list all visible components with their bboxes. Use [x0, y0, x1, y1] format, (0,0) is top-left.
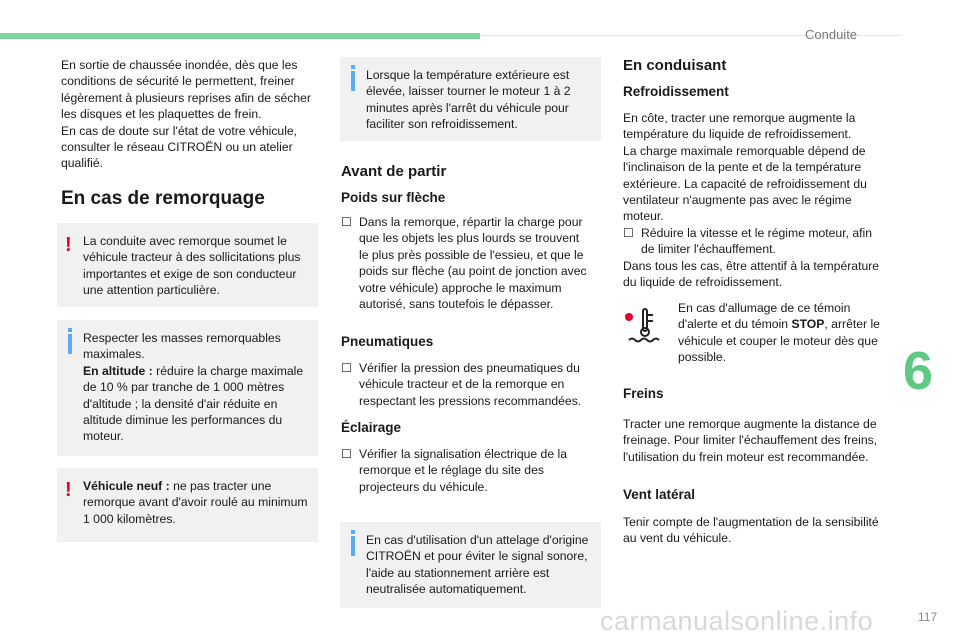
column-1	[61, 57, 319, 172]
bullet-text: Vérifier la pression des pneumatiques du véhicule tracteur et de la remorque en respectant les pressions recommandées.	[359, 361, 582, 408]
intro-paragraph: En sortie de chaussée inondée, dès que les conditions de sécurité le permettent, freiner légèrement à plusieurs reprises afin de sécher les disques et les plaquettes de frein.	[61, 58, 311, 122]
heading-avant-de-partir: Avant de partir	[341, 163, 447, 180]
info-text	[83, 330, 308, 445]
alert-text	[678, 300, 883, 366]
info-box	[340, 57, 601, 141]
bullet-poids	[341, 214, 591, 312]
info-icon	[351, 536, 355, 556]
subheading-eclairage: Éclairage	[341, 420, 402, 435]
subheading-vent-lateral: Vent latéral	[623, 487, 696, 502]
warning-value: ne pas tracter une remorque avant d'avoir roulé au minimum 1 000 kilomètres.	[83, 479, 308, 526]
section-progress-bar	[0, 33, 480, 39]
warning-box	[57, 468, 318, 542]
info-label: En altitude :	[83, 363, 153, 378]
info-line	[83, 363, 308, 445]
alert-post: , arrêter le véhicule et couper le moteur dès que possible.	[678, 317, 880, 365]
info-text: Lorsque la température extérieure est élevée, laisser tourner le moteur 1 à 2 minutes après l'arrêt du véhicule pour faciliter son refroidissement.	[366, 68, 571, 132]
warning-icon: !	[65, 479, 72, 501]
heading-remorquage: En cas de remorquage	[61, 188, 265, 209]
freins-text	[623, 416, 888, 465]
heading-en-conduisant: En conduisant	[623, 57, 727, 74]
bullet-eclairage	[341, 446, 591, 495]
refroidissement-text	[623, 110, 888, 290]
paragraph: Dans tous les cas, être attentif à la température du liquide de refroidissement.	[623, 258, 880, 290]
alert-pre: En cas d'allumage de ce témoin d'alerte et du témoin	[678, 301, 851, 332]
warning-label: Véhicule neuf :	[83, 479, 170, 493]
subheading-poids: Poids sur flèche	[341, 190, 446, 205]
bullet-text: Vérifier la signalisation électrique de la remorque et le réglage du site des projecteurs du véhicule.	[359, 447, 567, 494]
info-icon	[68, 334, 72, 354]
chapter-number: 6	[903, 341, 934, 401]
coolant-temperature-warning-icon	[625, 305, 665, 345]
bullet-pneumatiques	[341, 360, 591, 409]
watermark: carmanualsonline.info	[600, 606, 874, 636]
checkbox-bullet-icon: ☐	[623, 225, 634, 240]
subheading-pneumatiques: Pneumatiques	[341, 334, 434, 349]
warning-text: La conduite avec remorque soumet le véhicule tracteur à des sollicitations plus importantes et exige de son conducteur une attention particulière.	[83, 234, 301, 298]
info-box	[340, 522, 601, 608]
alert-stop: STOP	[791, 317, 825, 332]
warning-icon: !	[65, 234, 72, 256]
warning-box	[57, 223, 318, 307]
checkbox-bullet-icon: ☐	[341, 215, 352, 229]
bullet-text: Réduire la vitesse et le régime moteur, afin de limiter l'échauffement.	[641, 225, 872, 257]
warning-text	[83, 478, 308, 527]
subheading-freins: Freins	[623, 386, 664, 401]
info-value: réduire la charge maximale de 10 % par tranche de 1 000 mètres d'altitude ; la densité d'air réduite en altitude diminue les performances du moteur.	[83, 363, 304, 444]
info-line: Respecter les masses remorquables maximales.	[83, 331, 281, 362]
paragraph: La charge maximale remorquable dépend de l'inclinaison de la pente et de la température extérieure. La capacité de refroidissement du ventilateur n'augmente pas avec le régime moteur.	[623, 143, 867, 224]
info-box	[57, 320, 318, 456]
info-text: En cas d'utilisation d'un attelage d'origine CITROËN et pour éviter le signal sonore, l'aide au stationnement arrière est neutralisée automatiquement.	[366, 533, 589, 597]
subheading-refroidissement: Refroidissement	[623, 84, 729, 99]
paragraph: Tracter une remorque augmente la distance de freinage. Pour limiter l'échauffement des freins, l'utilisation du frein moteur est recommandée.	[623, 417, 878, 464]
checkbox-bullet-icon: ☐	[341, 447, 352, 461]
intro-paragraph: En cas de doute sur l'état de votre véhicule, consulter le réseau CITROËN ou un atelier qualifié.	[61, 123, 298, 171]
checkbox-bullet-icon: ☐	[341, 361, 352, 375]
section-title: Conduite	[805, 27, 858, 42]
paragraph: En côte, tracter une remorque augmente la température du liquide de refroidissement.	[623, 111, 856, 142]
bullet-text: Dans la remorque, répartir la charge pour que les objets les plus lourds se trouvent le plus près possible de l'essieu, et que le poids sur flèche (au point de jonction avec votre véhicule) approche le maximum autorisé, sans toutefois le dépasser.	[359, 215, 587, 312]
info-icon	[351, 71, 355, 91]
vent-text	[623, 514, 888, 547]
page-number: 117	[918, 610, 938, 624]
paragraph: Tenir compte de l'augmentation de la sensibilité au vent du véhicule.	[623, 515, 879, 546]
